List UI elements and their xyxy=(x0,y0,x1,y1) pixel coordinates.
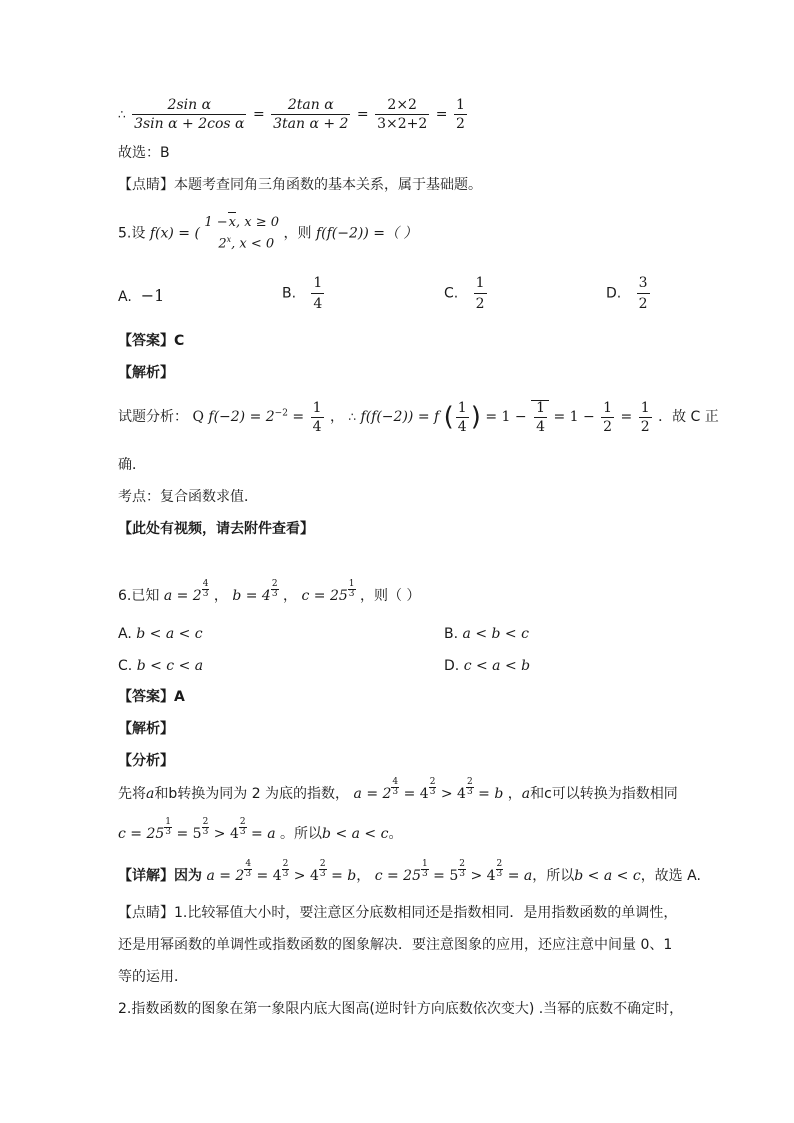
q6-option-d: D. c < a < b xyxy=(444,658,531,674)
q6-fenxi-line1: 先将a和b转换为同为 2 为底的指数， a = 2 $^{\frac{4}{3}}$ = 4 $^{\frac{2}{3}}$ > 4 $^{\frac{2}{3}}$ = b ，a和c可以转换为指数相同 xyxy=(118,777,678,802)
q5-option-c: C. $\frac{1}{2}$ xyxy=(444,275,485,312)
q5-kaodian: 考点：复合函数求值． xyxy=(118,489,258,505)
q6-dianjing-1: 【点睛】1.比较幂值大小时，要注意区分底数相同还是指数相同．是用指数函数的单调性， xyxy=(118,905,678,921)
therefore-symbol: ∴ xyxy=(118,107,126,122)
case-1: 1 −x, x ≥ 0 xyxy=(204,212,279,234)
q6-dianjing-4: 2.指数函数的图象在第一象限内底大图高(逆时针方向底数依次变大) .当幂的底数不确定时， xyxy=(118,1001,684,1017)
answer-choice-prev: 故选：B xyxy=(118,145,170,161)
fraction-3: $\frac{2\times 2}{3\times 2+2}$ xyxy=(377,97,428,132)
q5-option-a: A. −1 xyxy=(118,286,165,305)
fraction-4: $\frac{1}{2}$ xyxy=(455,97,465,132)
case-2: 2$^x$, x < 0 xyxy=(218,234,275,252)
q5-answer: 【答案】C xyxy=(118,333,185,349)
intro-equation: ∴ $\frac{\text{2sin α}}{\text{3sin α + 2cos α}}$ = $\frac{\text{2tan α}}{\text{3tan α + 2}}$ = $\frac{2\times 2}{3\times 2+2}$ = $\frac{1}{2}$ xyxy=(118,97,465,132)
q6-option-a: A. b < a < c xyxy=(118,626,203,642)
q5-analysis-head: 【解析】 xyxy=(118,365,174,381)
q6-stem: 6.已知 a = 2 $^{\frac{4}{3}}$ ， b = 4 $^{\frac{2}{3}}$ ， c = 25 $^{\frac{1}{3}}$ ，则（ ） xyxy=(118,579,421,604)
fraction-2: $\frac{\text{2tan α}}{\text{3tan α + 2}}$ xyxy=(273,97,349,132)
fraction-1: $\frac{\text{2sin α}}{\text{3sin α + 2cos α}}$ xyxy=(134,97,245,132)
piecewise-cases xyxy=(204,212,279,255)
q6-analysis-head: 【解析】 xyxy=(118,721,174,737)
q6-option-c: C. b < c < a xyxy=(118,658,204,674)
q5-analysis: 试题分析： Q $f(-2) = 2^{-2}$ = $\frac{1}{4}$ ， ∴ f(f(−2)) = f ( $\frac{1}{4}$ ) = 1 − $\frac{1}{4}$ = 1 − $\frac{1}{2}$ = $\frac{1}{2}$ ．故 C 正 xyxy=(118,399,719,435)
q5-option-d: D. $\frac{3}{2}$ xyxy=(606,275,648,312)
q5-stem: 5.设 f(x) = ( 1 −x, x ≥ 0 2$^x$, x < 0 ，则 f(f(−2)) =（ ） xyxy=(118,212,417,255)
q6-answer: 【答案】A xyxy=(118,689,185,705)
q6-option-b: B. a < b < c xyxy=(444,626,529,642)
q5-option-b: B. $\frac{1}{4}$ xyxy=(282,275,323,312)
comment-prev: 【点睛】本题考查同角三角函数的基本关系，属于基础题。 xyxy=(118,177,482,193)
q5-analysis-wrap: 确． xyxy=(118,457,146,473)
q6-dianjing-3: 等的运用． xyxy=(118,969,188,985)
q5-video-note: 【此处有视频，请去附件查看】 xyxy=(118,521,314,537)
q6-dianjing-2: 还是用幂函数的单调性或指数函数的图象解决．要注意图象的应用，还应注意中间量 0、1 xyxy=(118,937,673,953)
q6-fenxi-line2: c = 25 $^{\frac{1}{3}}$ = 5 $^{\frac{2}{3}}$ > 4 $^{\frac{2}{3}}$ = a 。所以b < a < c。 xyxy=(118,817,403,842)
q6-fenxi-head: 【分析】 xyxy=(118,753,174,769)
q6-xiangjie: 【详解】因为 a = 2 $^{\frac{4}{3}}$ = 4 $^{\frac{2}{3}}$ > 4 $^{\frac{2}{3}}$ = b， c = 25 $^{\frac{1}{3}}$ = 5 $^{\frac{2}{3}}$ > 4 $^{\frac{2}{3}}$ = a，所以b < a < c，故选 A. xyxy=(118,859,701,884)
